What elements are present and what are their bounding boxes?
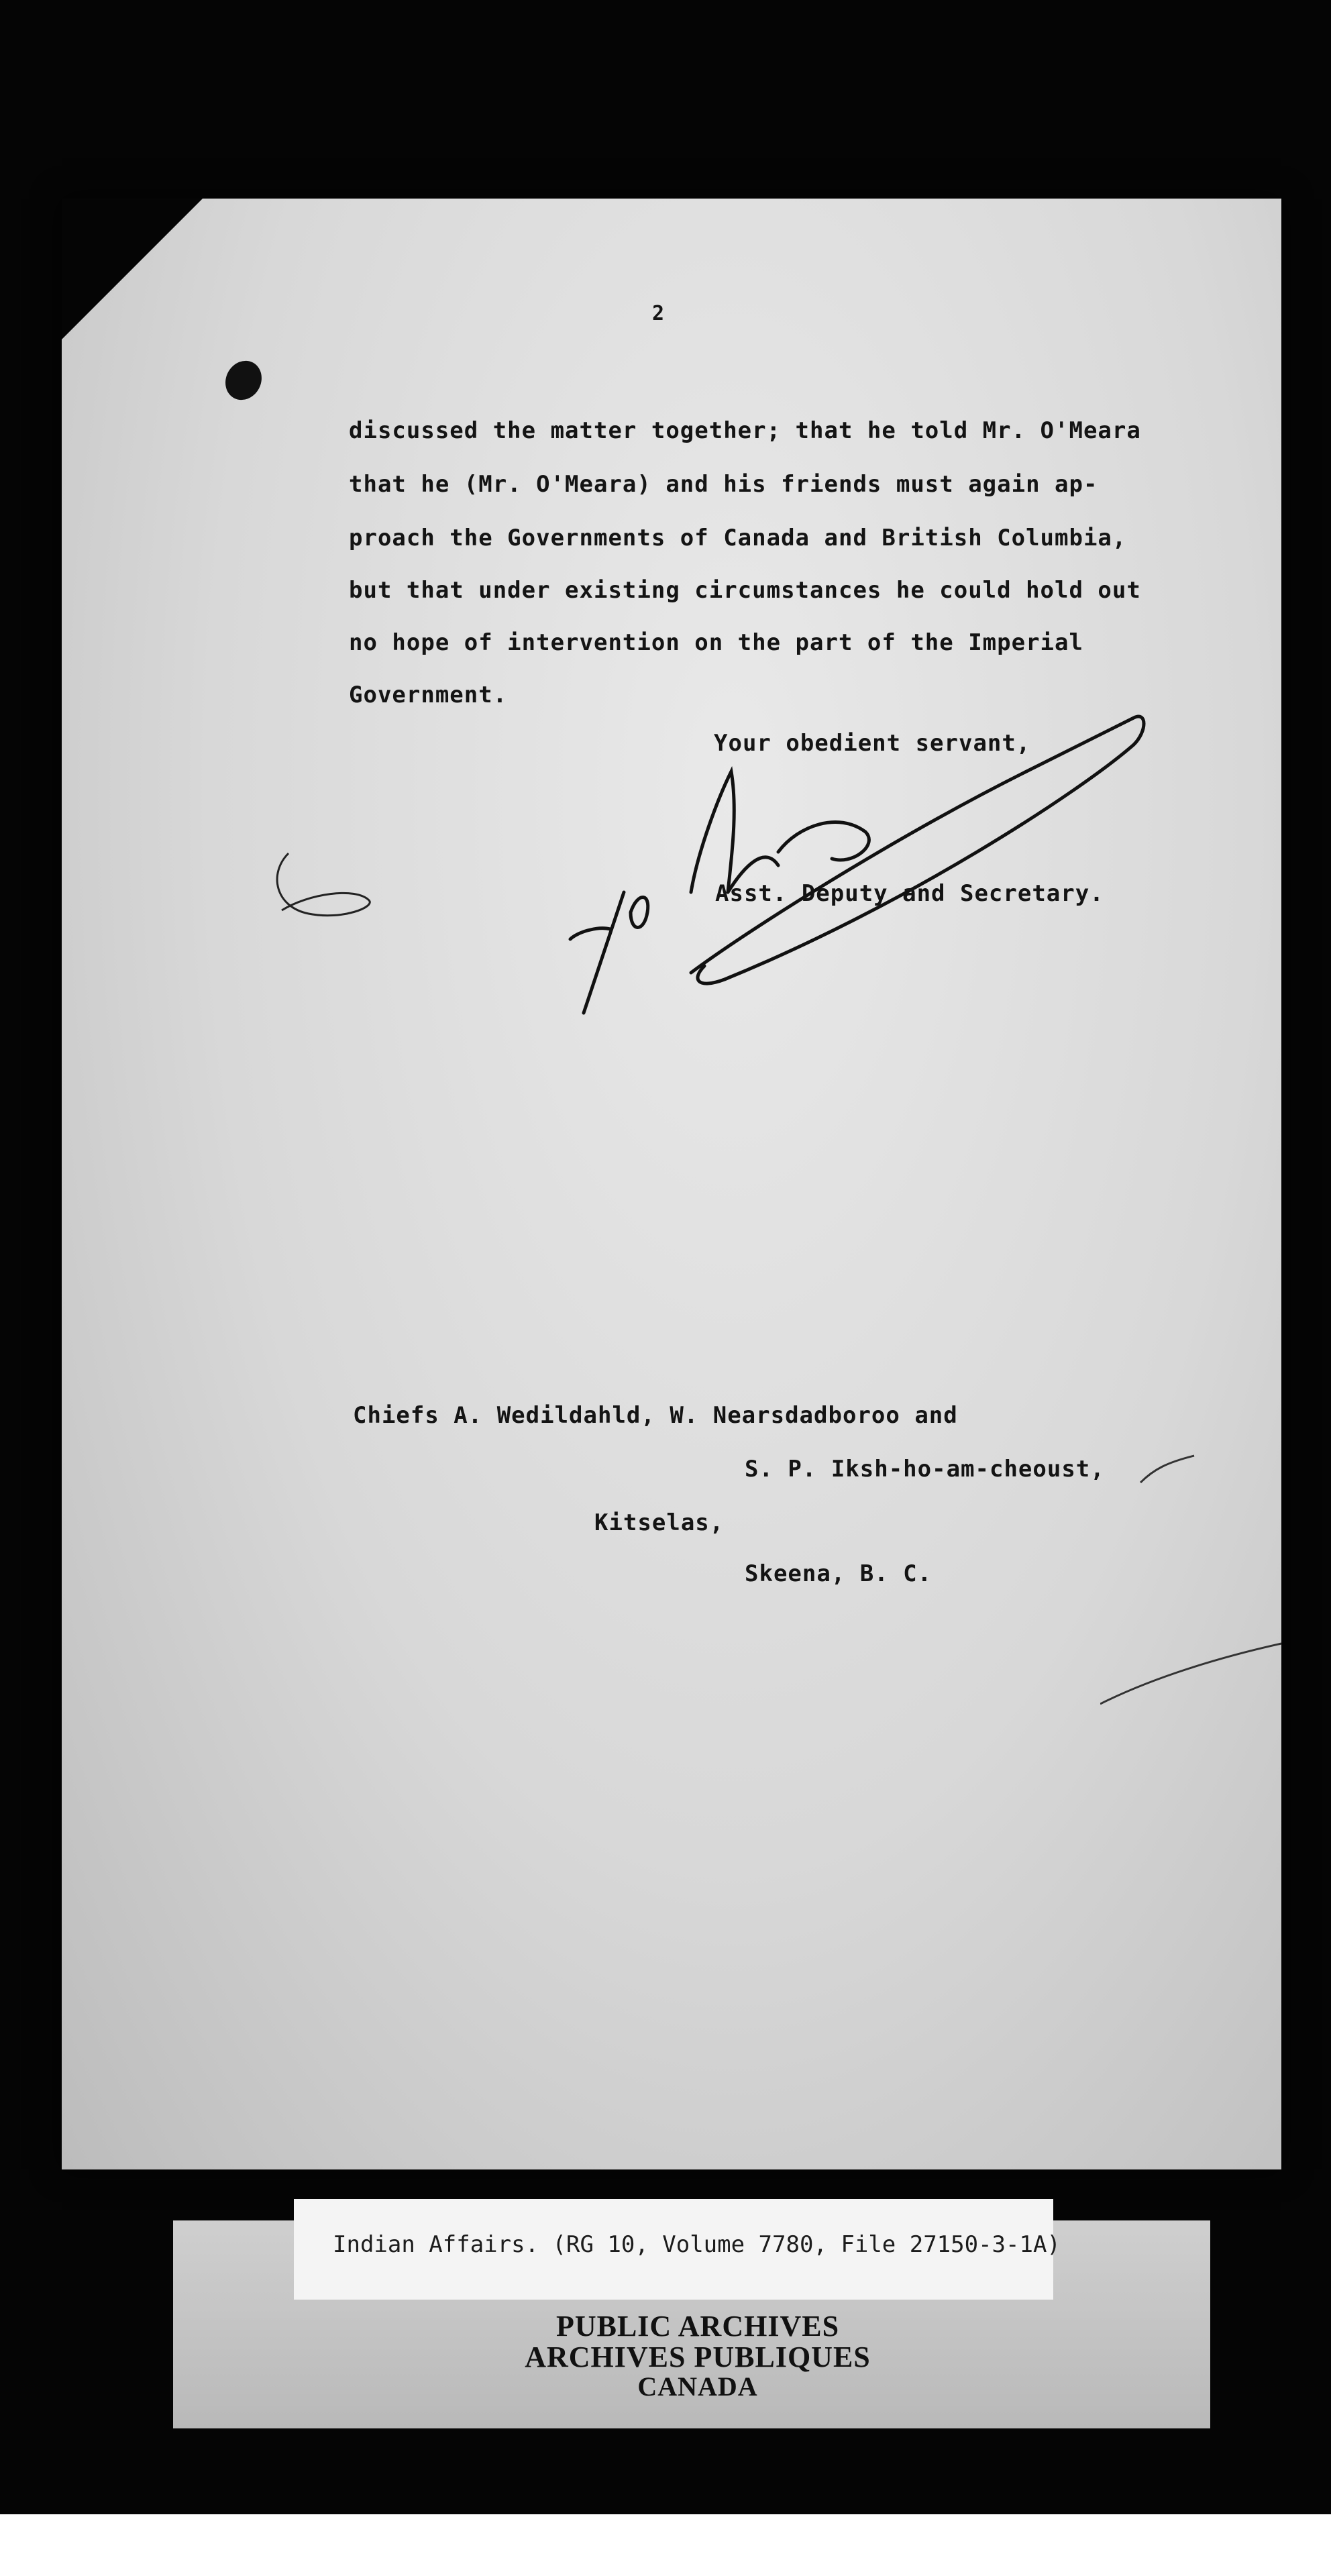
scan-bottom-band <box>0 2514 1331 2576</box>
archive-reference: Indian Affairs. (RG 10, Volume 7780, File 27150-3-1A) <box>333 2231 1061 2258</box>
page-number: 2 <box>652 302 666 325</box>
body-line: but that under existing circumstances he could hold out <box>349 577 1141 604</box>
archive-stamp-line: PUBLIC ARCHIVES <box>555 2310 840 2343</box>
archive-stamp-line: CANADA <box>637 2371 758 2402</box>
folded-corner <box>62 199 203 339</box>
archive-stamp-line: ARCHIVES PUBLIQUES <box>525 2341 871 2373</box>
signature-title: Asst. Deputy and Secretary. <box>715 880 1104 907</box>
stray-marks <box>1100 1442 1301 1711</box>
closing-line: Your obedient servant, <box>714 730 1031 757</box>
address-line: Skeena, B. C. <box>745 1560 933 1587</box>
handwritten-signature <box>557 691 1161 1067</box>
address-line: Chiefs A. Wedildahld, W. Nearsdadboroo and <box>353 1402 958 1429</box>
body-line: proach the Governments of Canada and British Columbia, <box>349 525 1127 551</box>
body-line: Government. <box>349 682 508 708</box>
body-line: discussed the matter together; that he told Mr. O'Meara <box>349 417 1141 444</box>
address-line: S. P. Iksh-ho-am-cheoust, <box>745 1456 1105 1483</box>
pencil-mark <box>268 847 382 961</box>
address-line: Kitselas, <box>594 1509 725 1536</box>
body-line: no hope of intervention on the part of the Imperial <box>349 629 1083 656</box>
body-line: that he (Mr. O'Meara) and his friends must again ap- <box>349 471 1098 498</box>
